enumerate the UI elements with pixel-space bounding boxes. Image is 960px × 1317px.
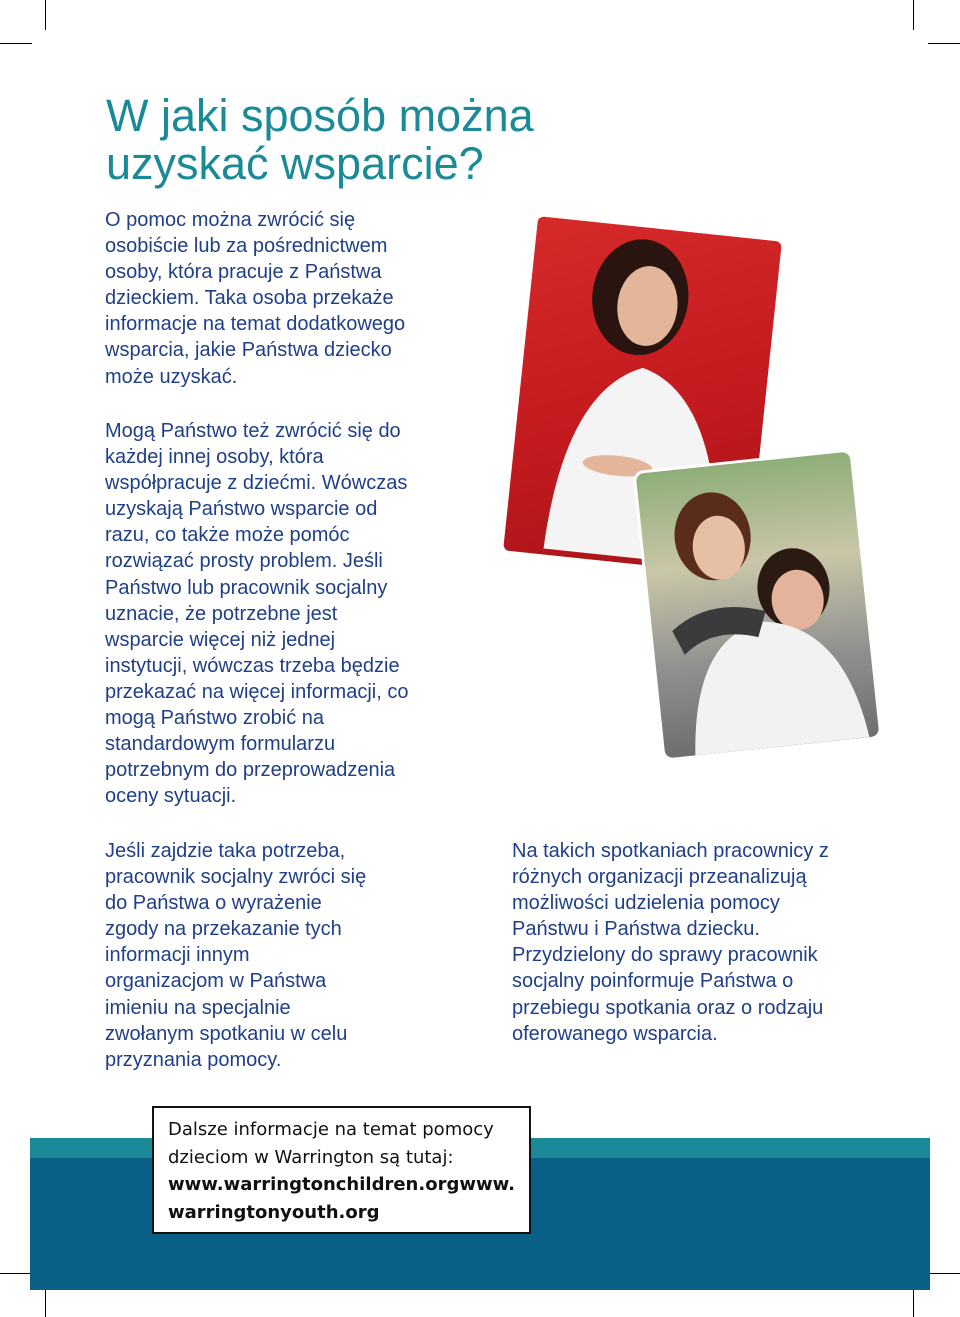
text-line: wsparcia, jakie Państwa dziecko: [105, 339, 392, 362]
text-line: wsparcie więcej niż jednej: [105, 628, 336, 651]
text-line: razu, co także może pomóc: [105, 524, 350, 547]
paragraph-meetings: [512, 838, 912, 1047]
text-line: oferowanego wsparcia.: [512, 1022, 718, 1045]
text-line: Mogą Państwo też zwrócić się do: [105, 420, 401, 442]
text-line: uzyskają Państwo wsparcie od: [105, 498, 378, 521]
more-info-box: [152, 1106, 531, 1234]
crop-mark: [928, 43, 960, 44]
crop-mark: [45, 0, 46, 30]
text-line: socjalny poinformuje Państwa o: [512, 970, 794, 993]
page-title: [106, 92, 626, 188]
text-line: uznacie, że potrzebne jest: [105, 602, 338, 625]
paragraph-how-to-get-help: [105, 207, 455, 390]
crop-mark: [928, 1273, 960, 1274]
text-line: instytucji, wówczas trzeba będzie: [105, 654, 400, 677]
text-line: zwołanym spotkaniu w celu: [105, 1022, 348, 1045]
text-line: organizacjom w Państwa: [105, 970, 327, 993]
text-line: możliwości udzielenia pomocy: [512, 892, 780, 915]
info-text: Dalsze informacje na temat pomocy: [168, 1119, 494, 1140]
text-line: mogą Państwo zrobić na: [105, 707, 325, 730]
page-title-line: uzyskać wsparcie?: [106, 138, 484, 189]
website-link[interactable]: warringtonyouth.org: [168, 1201, 380, 1223]
page-title-line: W jaki sposób można: [106, 90, 534, 141]
text-line: przyznania pomocy.: [105, 1048, 282, 1071]
text-line: Na takich spotkaniach pracownicy z: [512, 840, 829, 862]
photo-teenagers: [636, 452, 880, 759]
text-line: standardowym formularzu: [105, 733, 336, 756]
crop-mark: [913, 0, 914, 30]
text-line: współpracuje z dziećmi. Wówczas: [105, 472, 408, 495]
paragraph-other-person: [105, 418, 465, 809]
text-line: Państwo lub pracownik socjalny: [105, 576, 388, 599]
text-line: do Państwa o wyrażenie: [105, 892, 322, 915]
crop-mark: [0, 43, 32, 44]
text-line: O pomoc można zwrócić się: [105, 209, 356, 231]
text-line: Jeśli zajdzie taka potrzeba,: [105, 840, 346, 862]
text-line: przebiegu spotkania oraz o rodzaju: [512, 996, 824, 1019]
info-text: dzieciom w Warrington są tutaj:: [168, 1146, 454, 1168]
text-line: oceny sytuacji.: [105, 785, 237, 808]
text-line: rozwiązać prosty problem. Jeśli: [105, 550, 383, 573]
text-line: potrzebnym do przeprowadzenia: [105, 759, 396, 782]
crop-mark: [0, 1273, 32, 1274]
text-line: imieniu na specjalnie: [105, 996, 291, 1019]
text-line: dzieckiem. Taka osoba przekaże: [105, 287, 394, 310]
crop-mark: [45, 1287, 46, 1317]
text-line: przekazać na więcej informacji, co: [105, 680, 409, 703]
website-link[interactable]: www.warringtonchildren.orgwww.: [168, 1174, 515, 1195]
text-line: osobiście lub za pośrednictwem: [105, 235, 388, 258]
text-line: zgody na przekazanie tych: [105, 918, 342, 941]
paragraph-consent: [105, 838, 405, 1073]
crop-mark: [913, 1287, 914, 1317]
text-line: może uzyskać.: [105, 365, 238, 388]
text-line: każdej innej osoby, która: [105, 446, 324, 469]
text-line: informacji innym: [105, 944, 250, 967]
text-line: osoby, która pracuje z Państwa: [105, 261, 382, 284]
text-line: informacje na temat dodatkowego: [105, 313, 406, 336]
text-line: pracownik socjalny zwróci się: [105, 866, 367, 889]
teenagers-silhouette-icon: [636, 452, 880, 759]
text-line: Przydzielony do sprawy pracownik: [512, 944, 818, 967]
text-line: Państwu i Państwa dziecku.: [512, 918, 760, 941]
text-line: różnych organizacji przeanalizują: [512, 866, 807, 889]
